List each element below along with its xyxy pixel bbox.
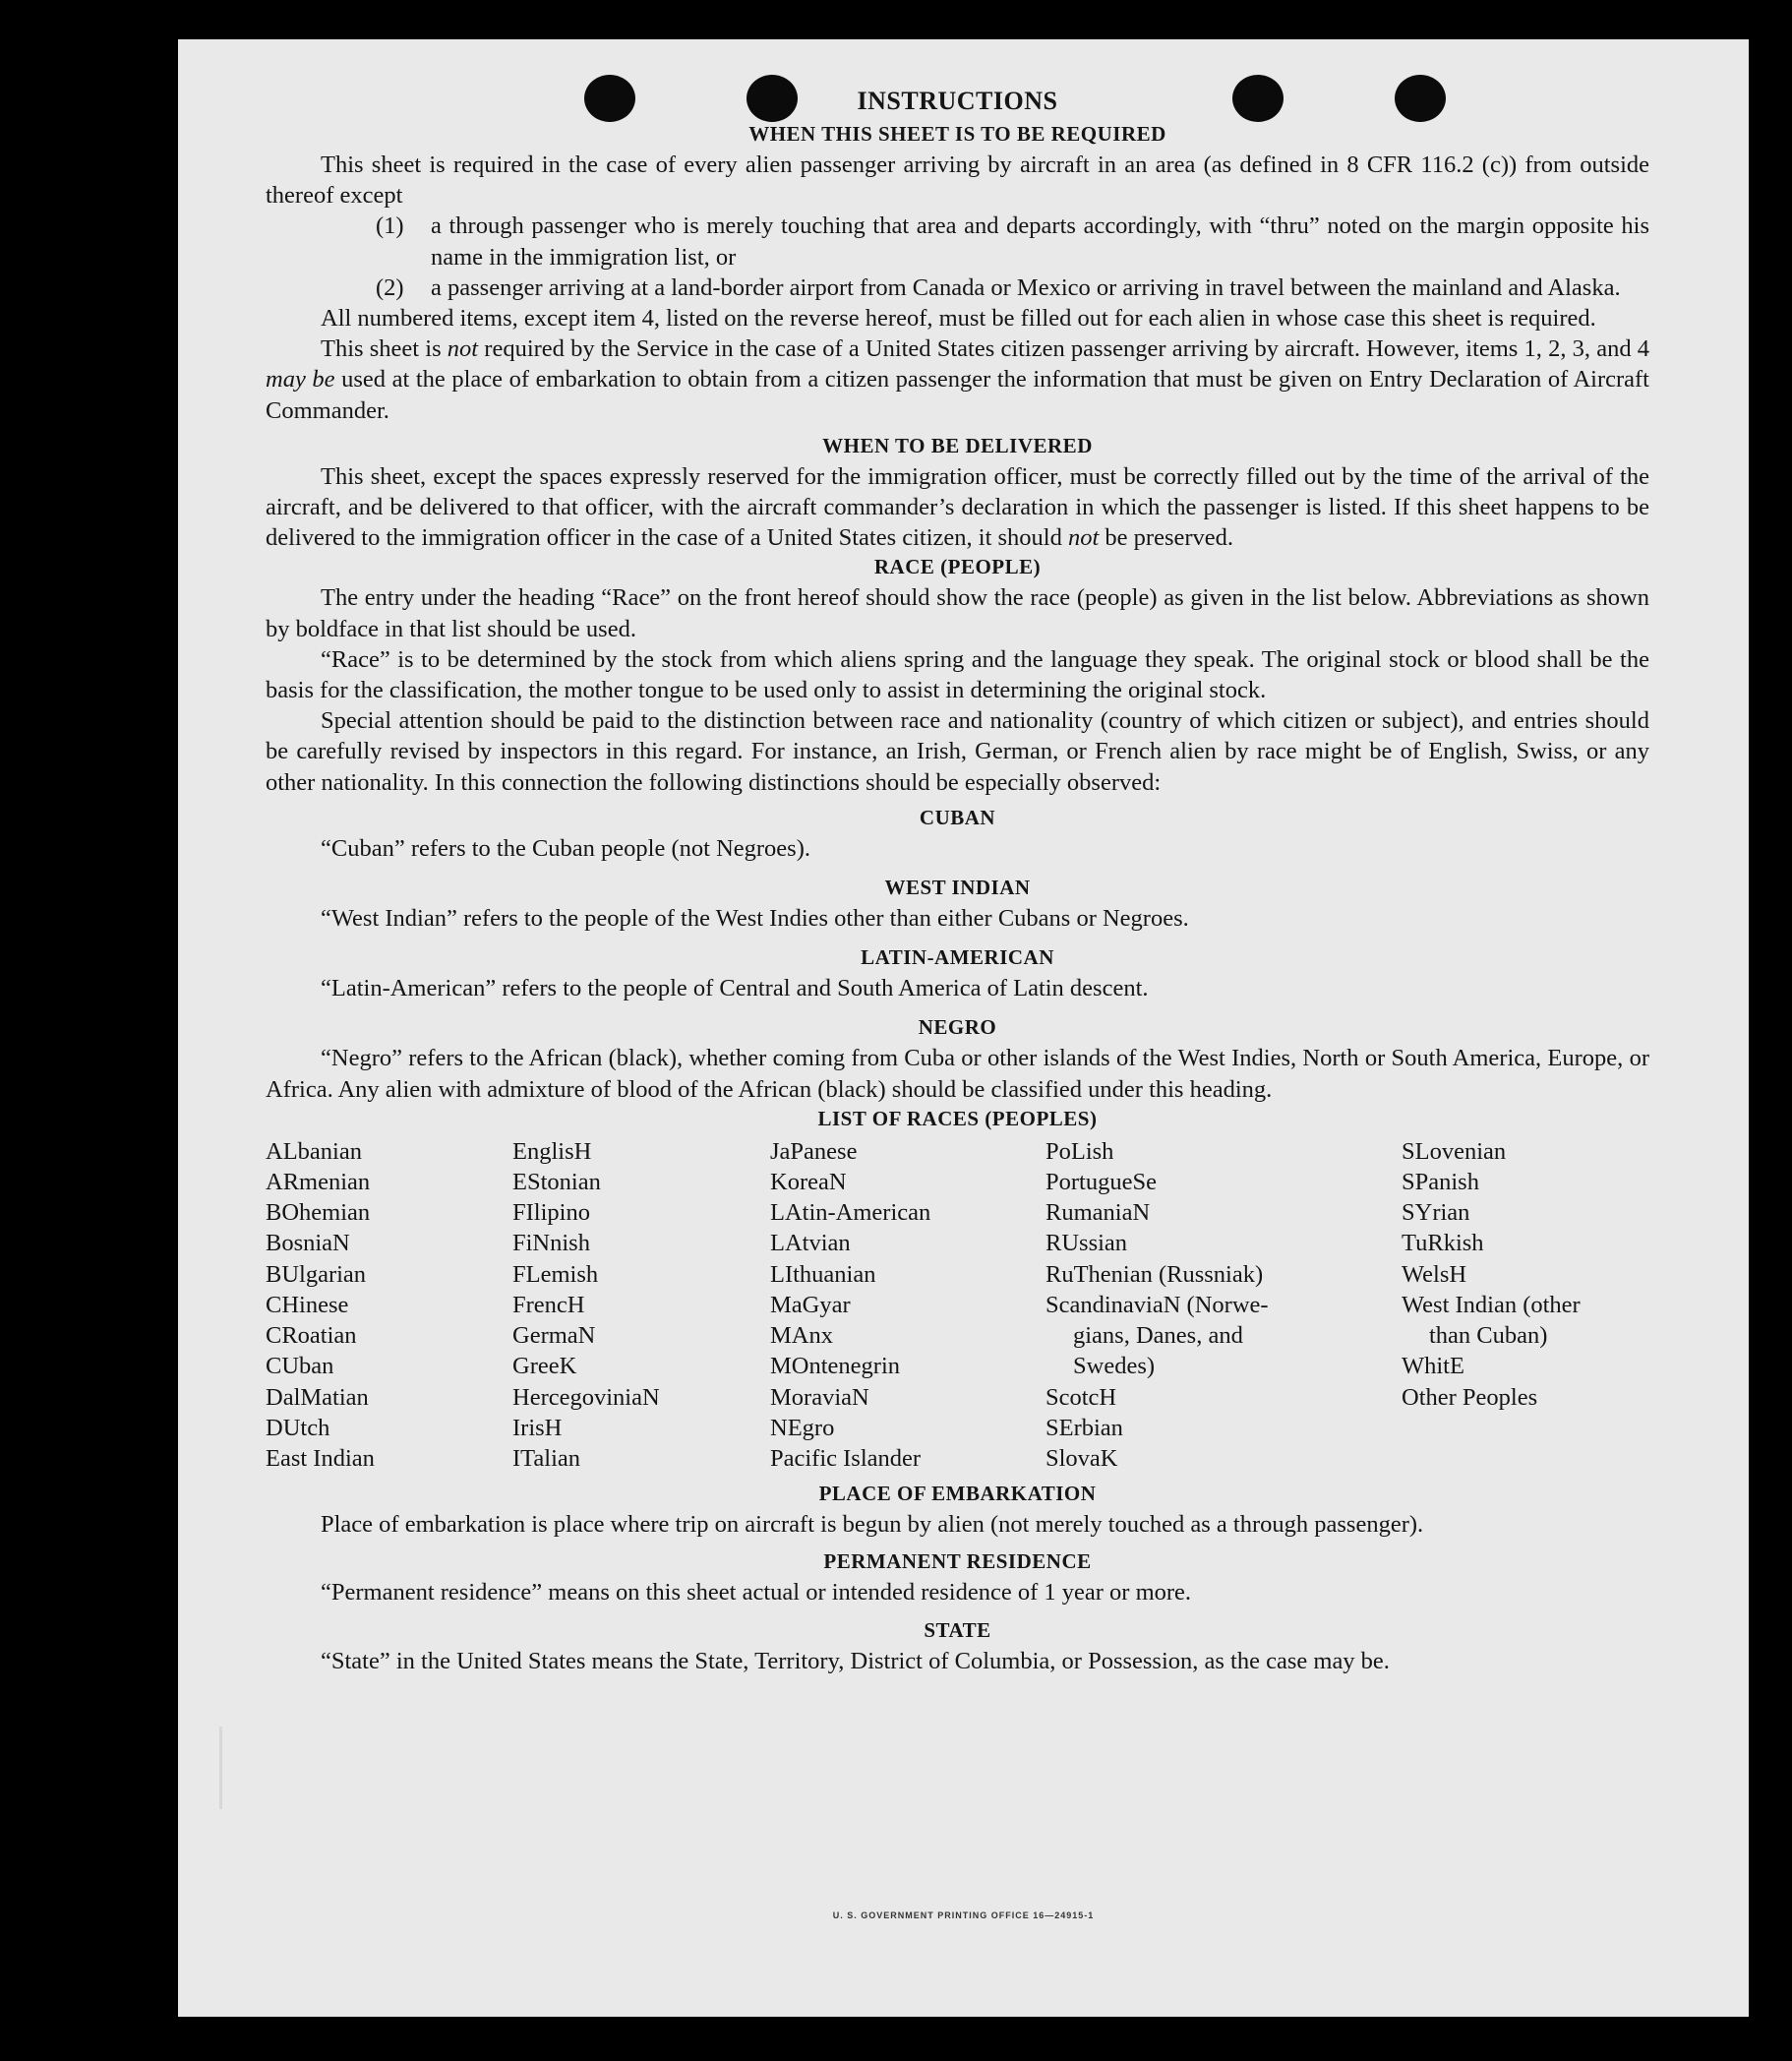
race-item: SErbian [1045,1414,1123,1441]
race-item: TuRkish [1402,1230,1484,1257]
heading-permanent-residence: PERMANENT RESIDENCE [823,1549,1092,1574]
race-item: Pacific Islander [770,1444,922,1472]
races-column [266,1136,512,1474]
paragraph: Special attention should be paid to the distinction between race and nationality (country of which citizen or subject), and entries should be carefully revised by inspectors in this regard. For instance, an Irish, German, or French alien by race might be of English, Swiss, or any other nationality. In this connection the following distinctions should be especially observed: [266,707,1649,796]
text-run: used at the place of embarkation to obtain from a citizen passenger the information that must be given on Entry Declaration of Aircraft Commander. [266,366,1649,424]
heading-race: RACE (PEOPLE) [873,555,1042,579]
paragraph [266,461,1649,554]
document-sheet [178,39,1749,2017]
race-item: FiNnish [512,1230,590,1257]
margin-mark [219,1727,222,1809]
text-run: This sheet is [321,335,448,363]
definition-state: “State” in the United States means the State, Territory, District of Columbia, or Possession, as the case may be. [321,1647,1390,1674]
race-item: KoreaN [770,1169,847,1196]
race-item: ITalian [512,1444,581,1472]
race-item: ALbanian [266,1137,362,1165]
paragraph: This sheet is required in the case of every alien passenger arriving by aircraft in an area (as defined in 8 CFR 116.2 (c)) from outside thereof except [266,152,1649,210]
race-item: LIthuanian [770,1260,876,1288]
race-item: WelsH [1402,1260,1467,1288]
race-item: FrencH [512,1291,585,1318]
heading-cuban: CUBAN [919,805,996,829]
race-item: MAnx [770,1322,833,1350]
races-column [512,1136,770,1474]
item-text: a passenger arriving at a land-border airport from Canada or Mexico or arriving in travel between the mainland and Alaska. [431,273,1621,301]
race-item-continued: than Cuban) [1429,1322,1548,1350]
race-item: CHinese [266,1291,349,1318]
race-item: BOhemian [266,1199,371,1227]
item-number: (1) [376,212,404,240]
race-item: Other Peoples [1402,1383,1538,1411]
race-item: SPanish [1402,1169,1479,1196]
race-item: MoraviaN [770,1383,869,1411]
races-column [1402,1136,1649,1474]
race-item: LAtin-American [770,1199,931,1227]
race-item: ScandinaviaN (Norwe- [1045,1291,1269,1318]
paragraph: All numbered items, except item 4, listed on the reverse hereof, must be filled out for each alien in whose case this sheet is required. [321,305,1596,333]
race-item: PoLish [1045,1137,1114,1165]
race-item: West Indian (other [1402,1291,1581,1318]
race-item: ARmenian [266,1169,371,1196]
race-item: FIlipino [512,1199,590,1227]
item-text: a through passenger who is merely touching that area and departs accordingly, with “thru” noted on the margin opposite his name in the immigration list, or [431,212,1649,271]
heading-latin-american: LATIN-AMERICAN [861,945,1054,970]
race-item: JaPanese [770,1137,858,1165]
race-item-continued: gians, Danes, and [1073,1322,1243,1350]
heading-when-delivered: WHEN TO BE DELIVERED [822,433,1093,457]
definition-negro: “Negro” refers to the African (black), whether coming from Cuba or other islands of the West Indies, North or South America, Europe, or Africa. Any alien with admixture of blood of the African (black) should be classified under this heading. [266,1045,1649,1103]
numbered-item [376,273,1649,303]
race-item: MaGyar [770,1291,851,1318]
race-item: FLemish [512,1260,599,1288]
races-column [1045,1136,1402,1474]
definition-cuban: “Cuban” refers to the Cuban people (not Negroes). [321,834,810,862]
heading-negro: NEGRO [918,1015,997,1040]
item-number: (2) [376,273,404,301]
races-list [266,1136,1649,1474]
race-item: EStonian [512,1169,601,1196]
race-item: GermaN [512,1322,596,1350]
race-item: CRoatian [266,1322,357,1350]
italic-text: not [447,335,479,363]
heading-west-indian: WEST INDIAN [884,876,1031,900]
race-item: EnglisH [512,1137,592,1165]
race-item: SLovenian [1402,1137,1507,1165]
numbered-item [376,211,1649,272]
italic-text: may be [266,366,335,394]
race-item: SlovaK [1045,1444,1118,1472]
text-run: This sheet, except the spaces expressly reserved for the immigration officer, must be correctly filled out by the time of the arrival of the aircraft, and be delivered to that officer, with the aircraft commander’s declaration in which the passenger is listed. If this sheet happens to be delivered to the immigration officer in the case of a United States citizen, it should [266,462,1649,552]
race-item: IrisH [512,1414,563,1441]
race-item: DalMatian [266,1383,369,1411]
race-item: RuThenian (Russniak) [1045,1260,1264,1288]
race-item: RUssian [1045,1230,1128,1257]
race-item-continued: Swedes) [1073,1353,1156,1380]
race-item: East Indian [266,1444,375,1472]
race-item: HercegoviniaN [512,1383,660,1411]
paragraph [266,333,1649,426]
race-item: CUban [266,1353,334,1380]
paragraph: The entry under the heading “Race” on the front hereof should show the race (people) as given in the list below. Abbreviations as shown by boldface in that list should be used. [266,584,1649,642]
race-item: BUlgarian [266,1260,367,1288]
race-item: ScotcH [1045,1383,1117,1411]
text-run: be preserved. [1099,524,1234,552]
race-item: GreeK [512,1353,577,1380]
heading-place-of-embarkation: PLACE OF EMBARKATION [818,1482,1097,1506]
instructions-content [266,85,1649,1676]
definition-embarkation: Place of embarkation is place where trip on aircraft is begun by alien (not merely touched as a through passenger). [321,1511,1424,1539]
paragraph: “Race” is to be determined by the stock from which aliens spring and the language they speak. The original stock or blood shall be the basis for the classification, the mother tongue to be used only to assist in determining the original stock. [266,645,1649,704]
race-item: MOntenegrin [770,1353,900,1380]
page-title: INSTRUCTIONS [857,87,1058,115]
text-run: required by the Service in the case of a United States citizen passenger arriving by aircraft. However, items 1, 2, 3, and 4 [478,335,1650,363]
races-column [770,1136,1045,1474]
race-item: NEgro [770,1414,835,1441]
race-item: RumaniaN [1045,1199,1151,1227]
race-item: BosniaN [266,1230,350,1257]
race-item: LAtvian [770,1230,851,1257]
heading-state: STATE [924,1617,991,1642]
race-item: WhitE [1402,1353,1464,1380]
heading-when-required: WHEN THIS SHEET IS TO BE REQUIRED [748,122,1166,146]
race-item: PortugueSe [1045,1169,1157,1196]
definition-residence: “Permanent residence” means on this sheet actual or intended residence of 1 year or more. [321,1579,1192,1606]
heading-list-of-races: LIST OF RACES (PEOPLES) [817,1106,1098,1130]
definition-latin-american: “Latin-American” refers to the people of Central and South America of Latin descent. [321,975,1149,1002]
italic-text: not [1067,524,1100,552]
race-item: SYrian [1402,1199,1470,1227]
definition-west-indian: “West Indian” refers to the people of the West Indies other than either Cubans or Negroes. [321,905,1189,933]
race-item: DUtch [266,1414,330,1441]
printer-imprint: U. S. GOVERNMENT PRINTING OFFICE 16—24915-1 [832,1910,1095,1920]
